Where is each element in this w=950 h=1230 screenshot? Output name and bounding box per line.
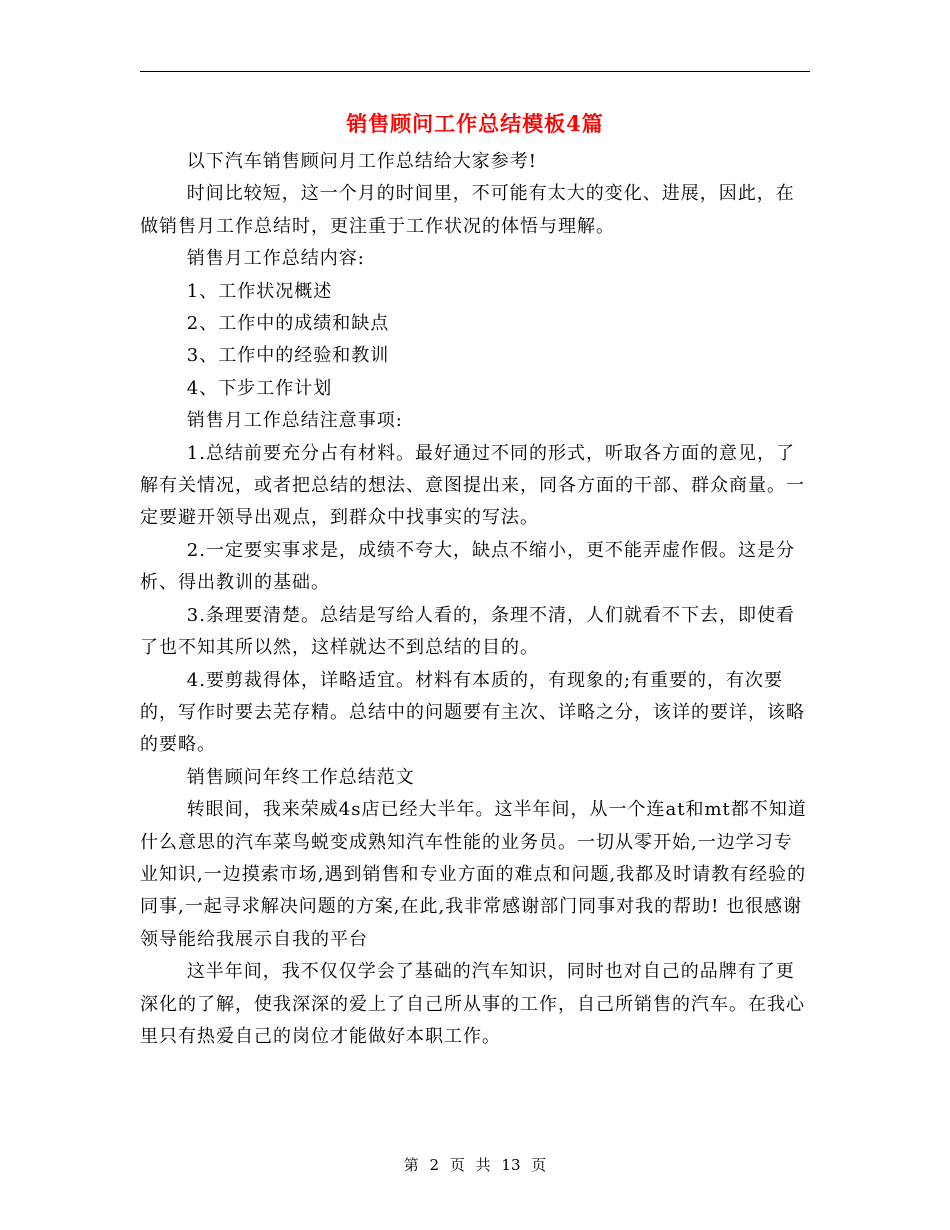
footer-prefix: 第 [403,1156,419,1174]
footer-page-word: 页 [449,1156,465,1174]
total-page-count: 13 [501,1156,521,1174]
paragraph: 这半年间，我不仅仅学会了基础的汽车知识，同时也对自己的品牌有了更深化的了解，使我深深的爱上了自己所从事的工作，自己所销售的汽车。在我心里只有热爱自己的岗位才能做好本职工作。 [140,961,805,1047]
document-body [140,146,810,1053]
list-item: 4、下步工作计划 [186,377,333,399]
paragraph: 时间比较短，这一个月的时间里，不可能有太大的变化、进展，因此，在做销售月工作总结时，更注重于工作状况的体悟与理解。 [140,183,795,237]
paragraph: 销售月工作总结注意事项: [186,410,403,432]
paragraph: 2.一定要实事求是，成绩不夸大，缺点不缩小，更不能弄虚作假。这是分析、得出教训的基础。 [140,539,795,594]
list-item: 2、工作中的成绩和缺点 [186,313,390,335]
page-footer [0,1154,950,1175]
paragraph: 1.总结前要充分占有材料。最好通过不同的形式，听取各方面的意见，了解有关情况，或者把总结的想法、意图提出来，同各方面的干部、群众商量。一定要避开领导出观点，到群众中找事实的写法。 [140,442,805,529]
footer-suffix: 页 [531,1156,547,1174]
paragraph: 转眼间，我来荣威4s店已经大半年。这半年间，从一个连at和mt都不知道什么意思的汽车菜鸟蜕变成熟知汽车性能的业务员。一切从零开始,一边学习专业知识,一边摸索市场,遇到销售和专业方面的难点和问题,我都及时请教有经验的同事,一起寻求解决问题的方案,在此,我非常感谢部门同事对我的帮助! 也很感谢领导能给我展示自我的平台 [140,799,807,950]
list-item: 3、工作中的经验和教训 [186,345,390,367]
paragraph: 销售月工作总结内容: [186,248,365,270]
list-item: 1、工作状况概述 [186,280,333,302]
paragraph: 以下汽车销售顾问月工作总结给大家参考! [186,151,538,172]
current-page-number: 2 [429,1156,440,1174]
header-rule [140,71,810,72]
paragraph: 3.条理要清楚。总结是写给人看的，条理不清，人们就看不下去，即使看了也不知其所以然，这样就达不到总结的目的。 [140,604,795,659]
document-title: 销售顾问工作总结模板4篇 [346,111,604,136]
paragraph: 4.要剪裁得体，详略适宜。材料有本质的，有现象的;有重要的，有次要的，写作时要去芜存精。总结中的问题要有主次、详略之分，该详的要详，该略的要略。 [140,669,805,756]
footer-total-word: 共 [475,1156,491,1174]
section-heading: 销售顾问年终工作总结范文 [186,766,415,788]
